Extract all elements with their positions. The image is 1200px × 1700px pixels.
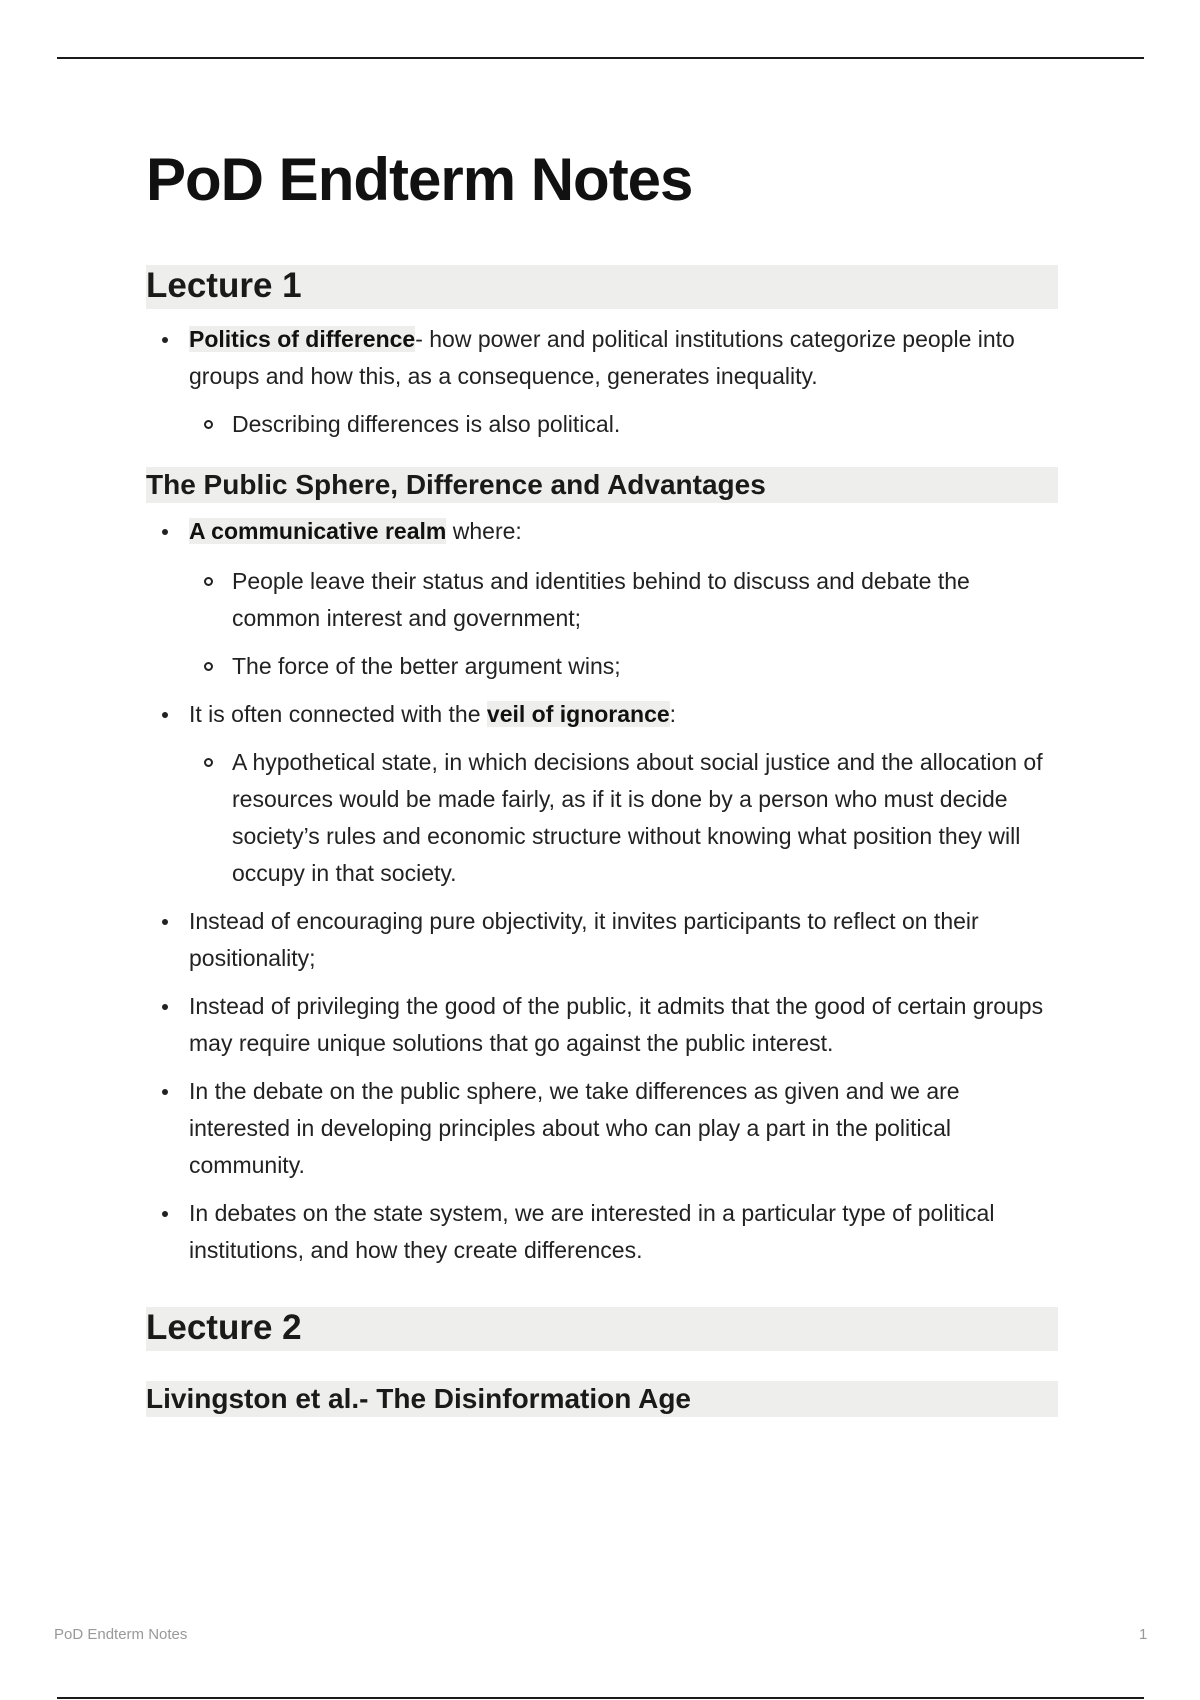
list-item <box>146 988 1058 1062</box>
list-item-text: Instead of privileging the good of the public, it admits that the good of certain groups may require unique solutions that go against the public interest. <box>189 993 1044 1056</box>
list-item-text: - how power and political institutions categorize people into groups and how this, as a consequence, generates inequality. <box>189 326 1015 389</box>
list-item <box>146 696 1058 733</box>
term-politics-of-difference: Politics of difference <box>189 326 416 352</box>
top-rule <box>57 57 1144 59</box>
list-item <box>146 648 1058 685</box>
list-item-text: It is often connected with the <box>189 701 487 727</box>
public-sphere-list <box>146 513 1058 1269</box>
term-veil-of-ignorance: veil of ignorance <box>486 701 670 727</box>
footer-doc-name: PoD Endterm Notes <box>54 1626 188 1643</box>
list-item-text: The force of the better argument wins; <box>232 653 621 679</box>
list-item <box>146 321 1058 395</box>
list-item-text: A hypothetical state, in which decisions about social justice and the allocation of resources would be made fairly, as if it is done by a person who must decide society’s rules and economic structure without knowing what position they will occupy in that society. <box>232 749 1043 886</box>
list-item-text: Instead of encouraging pure objectivity, it invites participants to reflect on their positionality; <box>189 908 979 971</box>
list-item <box>146 1195 1058 1269</box>
document-body <box>146 140 1058 1417</box>
list-item <box>146 1073 1058 1184</box>
list-item <box>146 903 1058 977</box>
lecture-1-list <box>146 321 1058 443</box>
disinformation-age-heading: Livingston et al.- The Disinformation Age <box>146 1381 1058 1417</box>
list-item-text: In the debate on the public sphere, we take differences as given and we are interested in developing principles about who can play a part in the political community. <box>189 1078 960 1178</box>
lecture-2-heading: Lecture 2 <box>146 1307 1058 1351</box>
list-item-text: Describing differences is also political. <box>232 411 621 437</box>
list-item <box>146 744 1058 892</box>
public-sphere-heading: The Public Sphere, Difference and Advantages <box>146 467 1058 503</box>
footer-page-number: 1 <box>1139 1626 1148 1643</box>
list-item <box>146 563 1058 637</box>
page-title: PoD Endterm Notes <box>146 146 693 213</box>
list-item-text: where: <box>446 518 522 544</box>
lecture-1-heading: Lecture 1 <box>146 265 1058 309</box>
term-communicative-realm: A communicative realm <box>189 518 447 544</box>
list-item <box>146 406 1058 443</box>
bottom-rule <box>57 1697 1144 1699</box>
list-item <box>146 513 1058 550</box>
list-item-text: : <box>669 701 677 727</box>
list-item-text: People leave their status and identities behind to discuss and debate the common interest and government; <box>232 568 970 631</box>
list-item-text: In debates on the state system, we are interested in a particular type of political institutions, and how they create differences. <box>189 1200 995 1263</box>
